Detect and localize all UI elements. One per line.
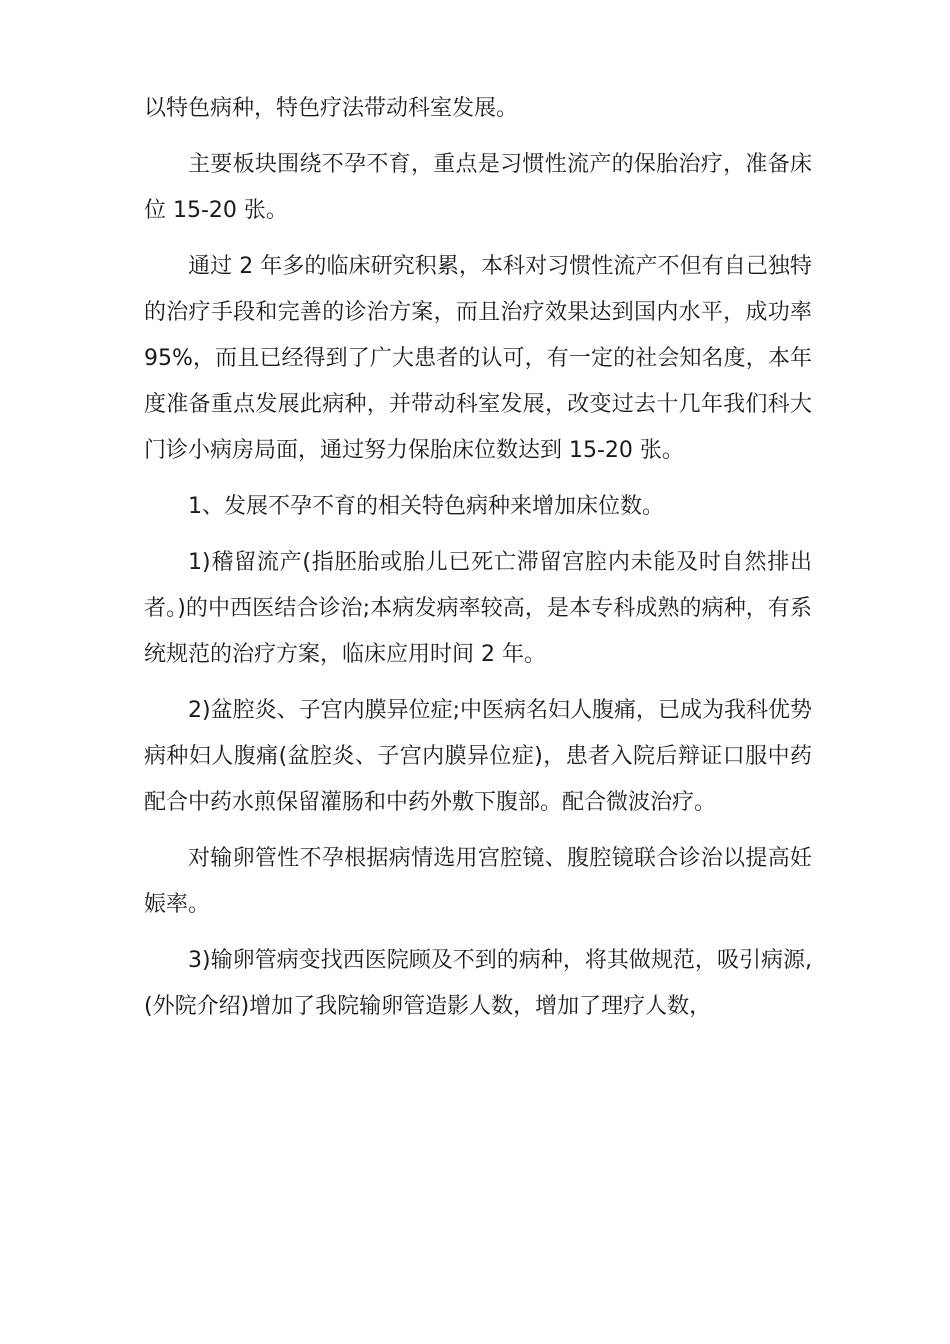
paragraph-4: 1、发展不孕不育的相关特色病种来增加床位数。 [188, 494, 664, 519]
paragraph-1: 以特色病种，特色疗法带动科室发展。 [144, 96, 519, 121]
document-body [144, 86, 812, 1040]
paragraph-7: 对输卵管性不孕根据病情选用宫腔镜、腹腔镜联合诊治以提高妊娠率。 [144, 846, 812, 917]
paragraph-8: 3)输卵管病变找西医院顾及不到的病种，将其做规范，吸引病源,(外院介绍)增加了我院输卵管造影人数，增加了理疗人数， [144, 948, 812, 1019]
paragraph-6: 2)盆腔炎、子宫内膜异位症;中医病名妇人腹痛，已成为我科优势病种妇人腹痛(盆腔炎、子宫内膜异位症)，患者入院后辩证口服中药配合中药水煎保留灌肠和中药外敷下腹部。配合微波治疗。 [144, 698, 812, 815]
paragraph-5: 1)稽留流产(指胚胎或胎儿已死亡滞留宫腔内未能及时自然排出者。)的中西医结合诊治;本病发病率较高，是本专科成熟的病种，有系统规范的治疗方案，临床应用时间 2 年。 [144, 550, 812, 667]
paragraph-3: 通过 2 年多的临床研究积累，本科对习惯性流产不但有自己独特的治疗手段和完善的诊治方案，而且治疗效果达到国内水平，成功率 95%，而且已经得到了广大患者的认可，有一定的社会知名度，本年度准备重点发展此病种，并带动科室发展，改变过去十几年我们科大门诊小病房局面，通过努力保胎床位数达到 15-20 张。 [144, 254, 812, 463]
paragraph-2: 主要板块围绕不孕不育，重点是习惯性流产的保胎治疗，准备床位 15-20 张。 [144, 152, 812, 223]
